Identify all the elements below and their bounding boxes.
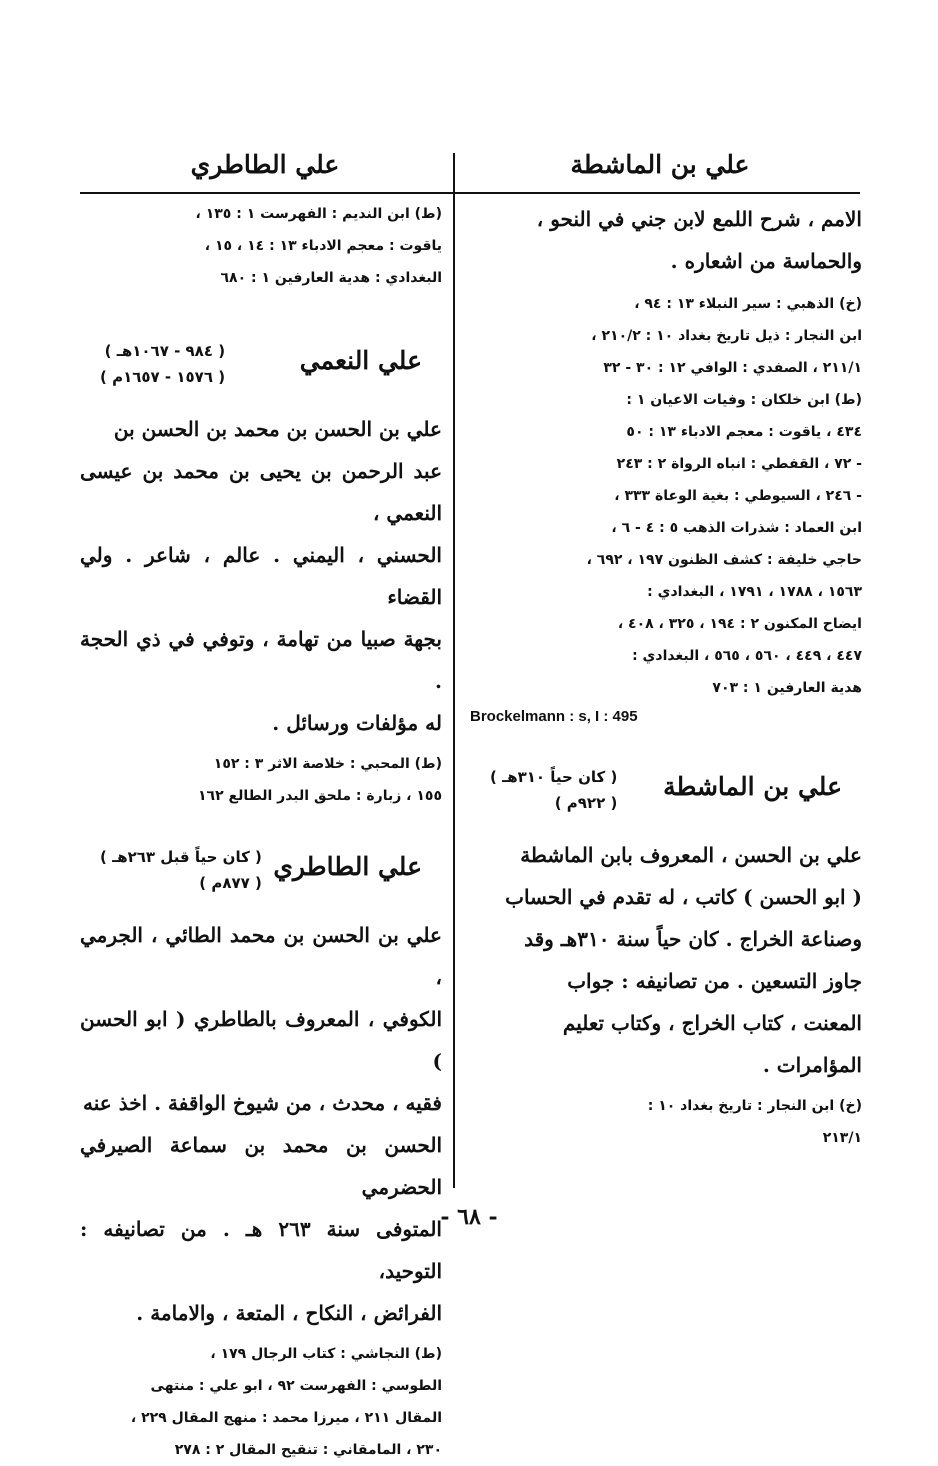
- reference-line: - ٧٢ ، القفطي : انباه الرواة ٢ : ٢٤٣: [616, 456, 862, 472]
- reference-line: ١٥٥ ، زبارة : ملحق البدر الطالع ١٦٢: [198, 788, 442, 804]
- text-line: الكوفي ، المعروف بالطاطري ( ابو الحسن ): [80, 1007, 442, 1073]
- text-line: الحسني ، اليمني . عالم ، شاعر . ولي القضاء: [80, 543, 442, 609]
- entry-name: علي النعمي: [299, 346, 422, 375]
- page-number: - ٦٨ -: [440, 1204, 498, 1230]
- reference-line: (ط) المحبي : خلاصة الاثر ٣ : ١٥٢: [213, 756, 442, 772]
- entry-body: [80, 408, 442, 744]
- references-block: [80, 1338, 442, 1466]
- reference-line: ايضاح المكنون ٢ : ١٩٤ ، ٣٢٥ ، ٤٠٨ ،: [617, 616, 862, 632]
- left-column: [80, 198, 442, 1466]
- reference-line: هدية العارفين ١ : ٧٠٣: [712, 680, 862, 696]
- text-line: عبد الرحمن بن يحيى بن محمد بن عيسى النعمي ،: [80, 459, 442, 525]
- entry-heading: [470, 760, 862, 834]
- gregorian-date: ( ٨٧٧م ): [199, 874, 262, 892]
- text-line: وصناعة الخراج . كان حياً سنة ٣١٠هـ وقد: [524, 927, 862, 951]
- text-line: علي بن الحسن بن محمد بن الحسن بن: [113, 417, 442, 441]
- entry-dates: [100, 338, 225, 390]
- text-line: الحسن بن محمد بن سماعة الصيرفي الحضرمي: [80, 1133, 442, 1199]
- text-line: علي بن الحسن بن محمد الطائي ، الجرمي ،: [80, 923, 442, 989]
- gregorian-date: ( ٩٢٢م ): [554, 794, 618, 812]
- header-right-column: علي بن الماشطة: [570, 150, 750, 179]
- entry-name: علي بن الماشطة: [663, 772, 842, 801]
- text-line: بجهة صبيا من تهامة ، وتوفي في ذي الحجة .: [80, 627, 442, 693]
- reference-line: ابن العماد : شذرات الذهب ٥ : ٤ - ٦ ،: [611, 520, 862, 536]
- references-block: [80, 198, 442, 294]
- hijri-date: ( كان حياً ٣١٠هـ ): [490, 768, 618, 786]
- entry-dates: [100, 844, 262, 896]
- references-block: [470, 1090, 862, 1154]
- gregorian-date: ( ١٥٧٦ - ١٦٥٧م ): [100, 368, 226, 386]
- references-block: [80, 748, 442, 812]
- reference-line: ٤٣٤ ، ياقوت : معجم الادباء ١٣ : ٥٠: [626, 424, 862, 440]
- text-line: فقيه ، محدث ، من شيوخ الواقفة . اخذ عنه: [83, 1091, 442, 1115]
- entry-name: علي الطاطري: [273, 852, 422, 881]
- text-line: له مؤلفات ورسائل .: [272, 711, 442, 735]
- text-line: المعنت ، كتاب الخراج ، وكتاب تعليم: [562, 1011, 862, 1035]
- continued-entry-body: [470, 198, 862, 282]
- hijri-date: ( كان حياً قبل ٢٦٣هـ ): [100, 848, 262, 866]
- reference-line: حاجي خليفة : كشف الظنون ١٩٧ ، ٦٩٢ ،: [586, 552, 862, 568]
- reference-line: ١٥٦٣ ، ١٧٨٨ ، ١٧٩١ ، البغدادي :: [647, 584, 862, 600]
- reference-line: (خ) الذهبي : سير النبلاء ١٣ : ٩٤ ،: [634, 296, 862, 312]
- hijri-date: ( ٩٨٤ - ١٠٦٧هـ ): [104, 342, 226, 360]
- text-line: الفرائض ، النكاح ، المتعة ، والامامة .: [136, 1301, 442, 1325]
- reference-line: ابن النجار : ذيل تاريخ بغداد ١٠ : ٢١٠/٢ ،: [591, 328, 862, 344]
- reference-line: (ط) النجاشي : كتاب الرجال ١٧٩ ،: [210, 1346, 442, 1362]
- text-line: المؤامرات .: [762, 1053, 862, 1077]
- header-rule: [80, 192, 860, 194]
- reference-line: (ط) ابن خلكان : وفيات الاعيان ١ :: [626, 392, 862, 408]
- text-line: علي بن الحسن ، المعروف بابن الماشطة: [520, 843, 862, 867]
- entry-heading: [80, 840, 442, 914]
- reference-line: (خ) ابن النجار : تاريخ بغداد ١٠ :: [647, 1098, 862, 1114]
- reference-line: ٤٤٧ ، ٤٤٩ ، ٥٦٠ ، ٥٦٥ ، البغدادي :: [632, 648, 862, 664]
- reference-line: (ط) ابن النديم : الفهرست ١ : ١٣٥ ،: [195, 206, 442, 222]
- header-left-column: علي الطاطري: [190, 150, 340, 179]
- text-line: والحماسة من اشعاره .: [670, 249, 862, 273]
- column-divider: [453, 153, 455, 1188]
- references-block: [470, 288, 862, 704]
- entry-body: [470, 834, 862, 1086]
- text-line: المتوفى سنة ٢٦٣ هـ . من تصانيفه : التوحيد،: [80, 1217, 442, 1283]
- text-line: الامم ، شرح اللمع لابن جني في النحو ،: [536, 207, 862, 231]
- entry-heading: [80, 334, 442, 408]
- reference-line: ٢٣٠ ، المامقاني : تنقيح المقال ٢ : ٢٧٨: [174, 1442, 442, 1458]
- reference-line: الطوسي : الفهرست ٩٢ ، ابو علي : منتهى: [150, 1378, 442, 1394]
- reference-line: البغدادي : هدية العارفين ١ : ٦٨٠: [220, 270, 442, 286]
- entry-dates: [490, 764, 617, 816]
- text-line: جاوز التسعين . من تصانيفه : جواب: [567, 969, 862, 993]
- text-line: ( ابو الحسن ) كاتب ، له تقدم في الحساب: [505, 885, 862, 909]
- reference-line: المقال ٢١١ ، ميرزا محمد : منهج المقال ٢٢٩ ،: [130, 1410, 442, 1426]
- reference-line: ياقوت : معجم الادباء ١٣ : ١٤ ، ١٥ ،: [204, 238, 442, 254]
- reference-line: ٢١١/١ ، الصفدي : الوافي ١٢ : ٣٠ - ٣٢: [603, 360, 862, 376]
- reference-line: ٢١٣/١: [822, 1130, 862, 1146]
- reference-line: - ٢٤٦ ، السيوطي : بغية الوعاة ٣٣٣ ،: [614, 488, 862, 504]
- brockelmann-reference: Brockelmann : s, I : 495: [470, 708, 638, 725]
- right-column: [470, 198, 862, 1154]
- entry-body: [80, 914, 442, 1334]
